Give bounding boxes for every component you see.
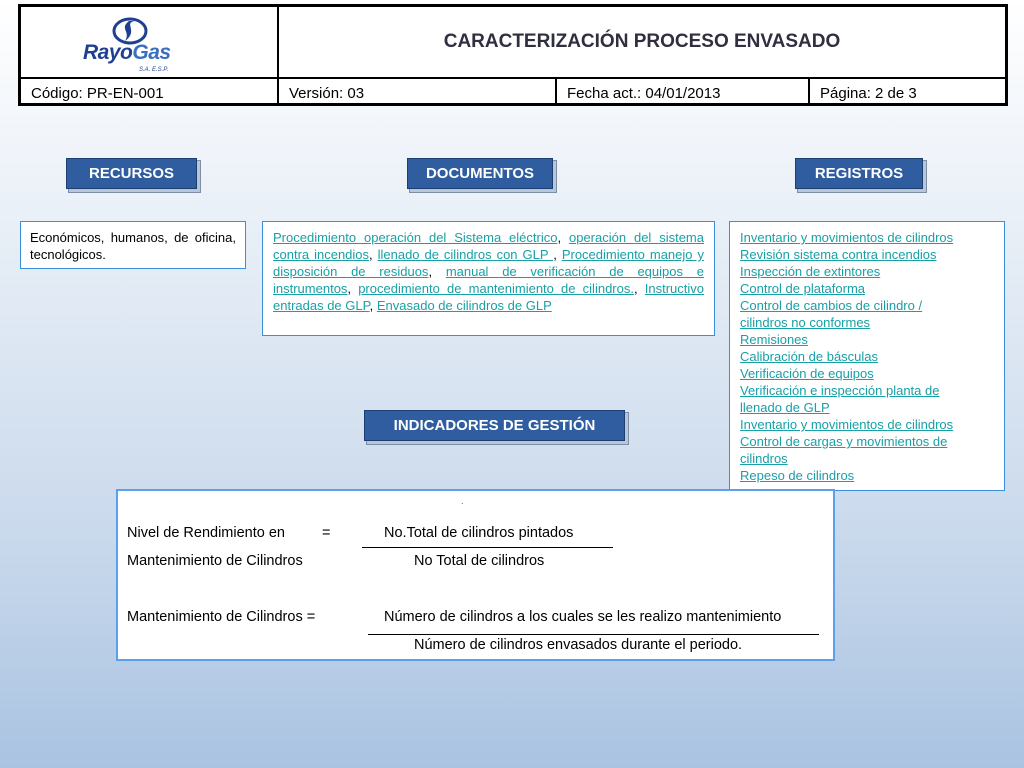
reg-link-cambios-cilindro-cont[interactable]: cilindros no conformes bbox=[740, 315, 871, 330]
doc-link-entradas-glp[interactable]: Instructivo entradas de GLP bbox=[273, 281, 704, 313]
ind2-fraction-line bbox=[368, 634, 819, 635]
reg-link-cambios-cilindro[interactable]: Control de cambios de cilindro / bbox=[740, 298, 923, 313]
rayogas-logo bbox=[83, 17, 183, 73]
reg-link-inventario[interactable]: Inventario y movimientos de cilindros bbox=[740, 230, 954, 245]
ind1-label-line1: Nivel de Rendimiento en bbox=[127, 525, 285, 541]
indicadores-heading: INDICADORES DE GESTIÓN bbox=[364, 410, 625, 441]
ind1-label-line2: Mantenimiento de Cilindros bbox=[127, 553, 303, 569]
reg-link-verificacion-equipos[interactable]: Verificación de equipos bbox=[740, 366, 874, 381]
recursos-box bbox=[20, 221, 246, 269]
pagina-cell: Página: 2 de 3 bbox=[820, 85, 917, 102]
reg-link-revision-incendios[interactable]: Revisión sistema contra incendios bbox=[740, 247, 937, 262]
reg-link-inventario-2[interactable]: Inventario y movimientos de cilindros bbox=[740, 417, 954, 432]
doc-link-mantenimiento-cilindros[interactable]: procedimiento de mantenimiento de cilindros. bbox=[358, 281, 634, 296]
reg-link-repeso[interactable]: Repeso de cilindros bbox=[740, 468, 855, 483]
reg-link-plataforma[interactable]: Control de plataforma bbox=[740, 281, 866, 296]
reg-link-extintores[interactable]: Inspección de extintores bbox=[740, 264, 881, 279]
logo-word-gas: Gas bbox=[132, 41, 171, 64]
doc-link-llenado-cilindros[interactable]: llenado de cilindros con GLP bbox=[377, 247, 554, 262]
logo-word-rayo: Rayo bbox=[83, 41, 133, 64]
logo-cell bbox=[21, 7, 279, 77]
doc-link-envasado-cilindros[interactable]: Envasado de cilindros de GLP bbox=[376, 298, 552, 313]
doc-link-sistema-contra-incendios[interactable]: operación del sistema contra incendios bbox=[273, 230, 704, 262]
ind1-equals: = bbox=[322, 525, 331, 541]
ind2-label: Mantenimiento de Cilindros = bbox=[127, 609, 316, 625]
doc-link-manual-verificacion[interactable]: manual de verificación de equipos e instrumentos bbox=[273, 264, 704, 296]
version-cell: Versión: 03 bbox=[279, 79, 557, 103]
ind1-numerator: No.Total de cilindros pintados bbox=[384, 525, 574, 541]
documentos-heading: DOCUMENTOS bbox=[407, 158, 553, 189]
indicadores-box bbox=[116, 489, 835, 661]
recursos-text: Económicos, humanos, de oficina, tecnológicos. bbox=[30, 230, 236, 262]
ind1-denominator: No Total de cilindros bbox=[414, 553, 545, 569]
indicadores-dot: . bbox=[461, 496, 464, 506]
ind2-numerator: Número de cilindros a los cuales se les realizo mantenimiento bbox=[384, 609, 782, 625]
ind2-denominator: Número de cilindros envasados durante el periodo. bbox=[414, 637, 743, 653]
meta-row bbox=[21, 77, 1005, 103]
registros-heading: REGISTROS bbox=[795, 158, 923, 189]
document-header bbox=[18, 4, 1008, 106]
recursos-heading: RECURSOS bbox=[66, 158, 197, 189]
fecha-cell: Fecha act.: 04/01/2013 bbox=[557, 79, 810, 103]
reg-link-calibracion-basculas[interactable]: Calibración de básculas bbox=[740, 349, 879, 364]
logo-wordmark bbox=[83, 41, 171, 65]
title-cell bbox=[279, 7, 1005, 77]
codigo-cell: Código: PR-EN-001 bbox=[21, 79, 279, 103]
logo-subtitle: S.A. E.S.P. bbox=[139, 67, 169, 73]
documentos-box: Procedimiento operación del Sistema eléctrico, operación del sistema contra incendios, llenado de cilindros con GLP , Procedimiento manejo y disposición de residuos, manual de verificación de equipos e instrumentos, procedimiento de mantenimiento de cilindros., Instructivo entradas de GLP, Envasado de cilindros de GLP bbox=[262, 221, 715, 336]
reg-link-inspeccion-planta-cont[interactable]: llenado de GLP bbox=[740, 400, 830, 415]
ind1-fraction-line bbox=[362, 547, 613, 548]
doc-link-sistema-electrico[interactable]: Procedimiento operación del Sistema eléctrico bbox=[273, 230, 558, 245]
registros-box bbox=[729, 221, 1005, 491]
reg-link-remisiones[interactable]: Remisiones bbox=[740, 332, 808, 347]
doc-link-manejo-residuos[interactable]: Procedimiento manejo y disposición de residuos bbox=[273, 247, 704, 279]
reg-link-control-cargas-cont[interactable]: cilindros bbox=[740, 451, 788, 466]
reg-link-inspeccion-planta[interactable]: Verificación e inspección planta de bbox=[740, 383, 940, 398]
reg-link-control-cargas[interactable]: Control de cargas y movimientos de bbox=[740, 434, 948, 449]
document-title: CARACTERIZACIÓN PROCESO ENVASADO bbox=[443, 31, 841, 52]
